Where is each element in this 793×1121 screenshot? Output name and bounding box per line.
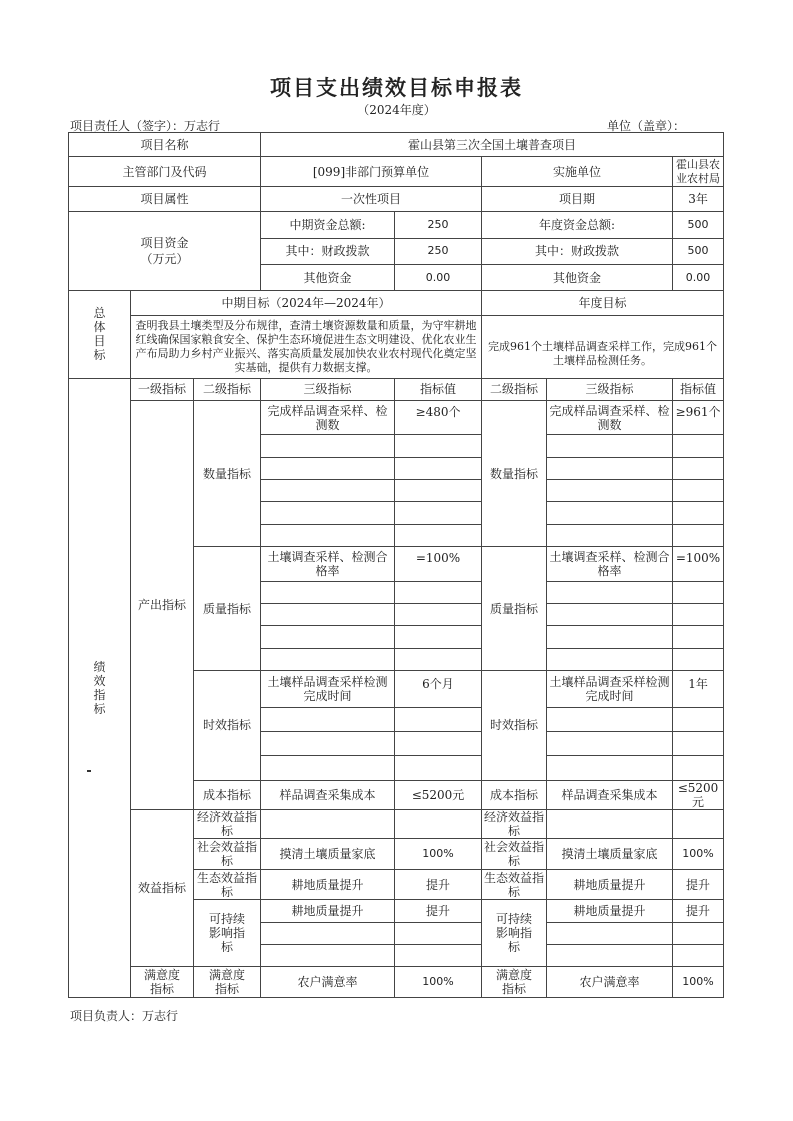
project-name-label: 项目名称 [69, 133, 261, 157]
empty-cell [261, 707, 395, 731]
project-attr-value: 一次性项目 [261, 186, 482, 211]
empty-cell [261, 945, 395, 967]
c-mid-name: 样品调查采集成本 [261, 780, 395, 809]
empty-cell [395, 581, 482, 603]
q1-year-value: ≥961个 [673, 400, 724, 435]
empty-cell [395, 502, 482, 524]
project-period-value: 3年 [673, 186, 724, 211]
mid-goal-header: 中期目标（2024年—2024年） [131, 291, 482, 315]
empty-cell [261, 810, 395, 839]
year-other-label: 其他资金 [482, 264, 673, 290]
empty-cell [673, 922, 724, 944]
empty-cell [673, 502, 724, 524]
empty-cell [261, 524, 395, 546]
empty-cell [673, 581, 724, 603]
empty-cell [395, 707, 482, 731]
sa-year-value: 100% [673, 967, 724, 998]
funds-title: 项目资金 [140, 236, 189, 251]
empty-cell [547, 756, 673, 780]
year-total-value: 500 [673, 212, 724, 238]
empty-cell [261, 480, 395, 502]
value-header: 指标值 [395, 378, 482, 400]
year-fiscal-value: 500 [673, 238, 724, 264]
empty-cell [547, 810, 673, 839]
sa-mid-name: 农户满意率 [261, 967, 395, 998]
level3-header: 三级指标 [261, 378, 395, 400]
impl-unit-value: 霍山县农业农村局 [673, 157, 724, 186]
performance-table [68, 132, 724, 998]
ql1-year-name: 土壤调查采样、检测合格率 [547, 547, 673, 582]
social-indicator: 社会效益指标 [194, 839, 261, 869]
empty-cell [547, 922, 673, 944]
empty-cell [395, 810, 482, 839]
empty-cell [673, 648, 724, 670]
satisfaction-level2: 满意度指标 [194, 967, 261, 998]
empty-cell [261, 603, 395, 625]
empty-cell [673, 810, 724, 839]
empty-cell [547, 480, 673, 502]
e-mid-value: 提升 [395, 869, 482, 899]
empty-cell [547, 707, 673, 731]
empty-cell [261, 922, 395, 944]
t1-mid-value: 6个月 [395, 670, 482, 707]
mid-fiscal-value: 250 [395, 238, 482, 264]
empty-cell [395, 524, 482, 546]
quality-indicator-year: 质量指标 [482, 547, 547, 671]
empty-cell [395, 626, 482, 648]
su-year-value: 提升 [673, 900, 724, 922]
overall-goal-label: 总体目标 [69, 291, 131, 378]
empty-cell [261, 435, 395, 457]
year-goal-header: 年度目标 [482, 291, 724, 315]
s-mid-value: 100% [395, 839, 482, 869]
su-year-name: 耕地质量提升 [547, 900, 673, 922]
cost-indicator-year: 成本指标 [482, 780, 547, 809]
year-goal-text: 完成961个土壤样品调查采样工作，完成961个土壤样品检测任务。 [482, 315, 724, 378]
empty-cell [261, 626, 395, 648]
year-total-label: 年度资金总额: [482, 212, 673, 238]
value-header-year: 指标值 [673, 378, 724, 400]
ql1-mid-value: =100% [395, 547, 482, 582]
empty-cell [395, 457, 482, 479]
empty-cell [261, 648, 395, 670]
empty-cell [547, 731, 673, 755]
empty-cell [395, 603, 482, 625]
satisfaction-level2-year: 满意度指标 [482, 967, 547, 998]
quality-indicator: 质量指标 [194, 547, 261, 671]
empty-cell [547, 603, 673, 625]
sustain-indicator-year: 可持续影响指标 [482, 900, 547, 967]
empty-cell [673, 603, 724, 625]
mid-other-label: 其他资金 [261, 264, 395, 290]
eco-indicator-year: 生态效益指标 [482, 869, 547, 899]
empty-cell [673, 626, 724, 648]
sa-year-name: 农户满意率 [547, 967, 673, 998]
level1-header: 一级指标 [131, 378, 194, 400]
e-year-name: 耕地质量提升 [547, 869, 673, 899]
responsible-person: 项目责任人（签字）：万志行 [70, 119, 221, 133]
empty-cell [547, 435, 673, 457]
empty-cell [673, 756, 724, 780]
su-mid-value: 提升 [395, 900, 482, 922]
empty-cell [673, 457, 724, 479]
empty-cell [673, 480, 724, 502]
quantity-indicator-year: 数量指标 [482, 400, 547, 546]
timeliness-indicator: 时效指标 [194, 670, 261, 780]
s-year-value: 100% [673, 839, 724, 869]
empty-cell [673, 435, 724, 457]
cost-indicator: 成本指标 [194, 780, 261, 809]
empty-cell [261, 502, 395, 524]
performance-indicators-label: 绩效指标 [69, 378, 131, 997]
mid-total-label: 中期资金总额: [261, 212, 395, 238]
empty-cell [261, 581, 395, 603]
year-fiscal-label: 其中：财政拨款 [482, 238, 673, 264]
q1-mid-value: ≥480个 [395, 400, 482, 435]
e-mid-name: 耕地质量提升 [261, 869, 395, 899]
empty-cell [547, 648, 673, 670]
impl-unit-label: 实施单位 [482, 157, 673, 186]
empty-cell [395, 756, 482, 780]
stray-mark [87, 770, 91, 772]
economic-indicator-year: 经济效益指标 [482, 810, 547, 839]
empty-cell [673, 945, 724, 967]
level2-header: 二级指标 [194, 378, 261, 400]
q1-mid-name: 完成样品调查采样、检测数 [261, 400, 395, 435]
empty-cell [261, 457, 395, 479]
empty-cell [547, 626, 673, 648]
project-period-label: 项目期 [482, 186, 673, 211]
eco-indicator: 生态效益指标 [194, 869, 261, 899]
output-indicator: 产出指标 [131, 400, 194, 809]
timeliness-indicator-year: 时效指标 [482, 670, 547, 780]
empty-cell [673, 524, 724, 546]
empty-cell [395, 435, 482, 457]
c-mid-value: ≤5200元 [395, 780, 482, 809]
t1-year-name: 土壤样品调查采样检测完成时间 [547, 670, 673, 707]
t1-year-value: 1年 [673, 670, 724, 707]
empty-cell [395, 480, 482, 502]
empty-cell [547, 502, 673, 524]
empty-cell [395, 648, 482, 670]
ql1-year-value: =100% [673, 547, 724, 582]
empty-cell [547, 457, 673, 479]
t1-mid-name: 土壤样品调查采样检测完成时间 [261, 670, 395, 707]
empty-cell [395, 945, 482, 967]
empty-cell [395, 922, 482, 944]
c-year-value: ≤5200元 [673, 780, 724, 809]
project-funds-label [69, 212, 261, 291]
empty-cell [395, 731, 482, 755]
sa-mid-value: 100% [395, 967, 482, 998]
mid-goal-text: 查明我县土壤类型及分布规律，查清土壤资源数量和质量，为守牢耕地红线确保国家粮食安全、保护生态环境促进生态文明建设、优化农业生产布局助力乡村产业振兴、落实高质量发展加快农业农村现代化奠定坚实基础，提供有力数据支撑。 [131, 315, 482, 378]
empty-cell [547, 524, 673, 546]
c-year-name: 样品调查采集成本 [547, 780, 673, 809]
e-year-value: 提升 [673, 869, 724, 899]
q1-year-name: 完成样品调查采样、检测数 [547, 400, 673, 435]
ql1-mid-name: 土壤调查采样、检测合格率 [261, 547, 395, 582]
s-year-name: 摸清土壤质量家底 [547, 839, 673, 869]
project-attr-label: 项目属性 [69, 186, 261, 211]
empty-cell [547, 581, 673, 603]
mid-fiscal-label: 其中：财政拨款 [261, 238, 395, 264]
page-title: 项目支出绩效目标申报表 [270, 75, 523, 100]
project-name-value: 霍山县第三次全国土壤普查项目 [261, 133, 724, 157]
dept-value: [099]非部门预算单位 [261, 157, 482, 186]
empty-cell [673, 731, 724, 755]
level3-header-year: 三级指标 [547, 378, 673, 400]
benefit-indicator: 效益指标 [131, 810, 194, 967]
social-indicator-year: 社会效益指标 [482, 839, 547, 869]
page-subtitle: （2024年度） [357, 103, 436, 117]
level2-header-year: 二级指标 [482, 378, 547, 400]
s-mid-name: 摸清土壤质量家底 [261, 839, 395, 869]
funds-unit: （万元） [140, 252, 189, 267]
year-other-value: 0.00 [673, 264, 724, 290]
mid-other-value: 0.00 [395, 264, 482, 290]
footer-responsible: 项目负责人：万志行 [70, 1009, 179, 1023]
quantity-indicator: 数量指标 [194, 400, 261, 546]
economic-indicator: 经济效益指标 [194, 810, 261, 839]
dept-label: 主管部门及代码 [69, 157, 261, 186]
sustain-indicator: 可持续影响指标 [194, 900, 261, 967]
empty-cell [261, 731, 395, 755]
empty-cell [547, 945, 673, 967]
su-mid-name: 耕地质量提升 [261, 900, 395, 922]
satisfaction-level1: 满意度指标 [131, 967, 194, 998]
unit-seal: 单位（盖章）： [607, 119, 686, 133]
empty-cell [261, 756, 395, 780]
empty-cell [673, 707, 724, 731]
mid-total-value: 250 [395, 212, 482, 238]
